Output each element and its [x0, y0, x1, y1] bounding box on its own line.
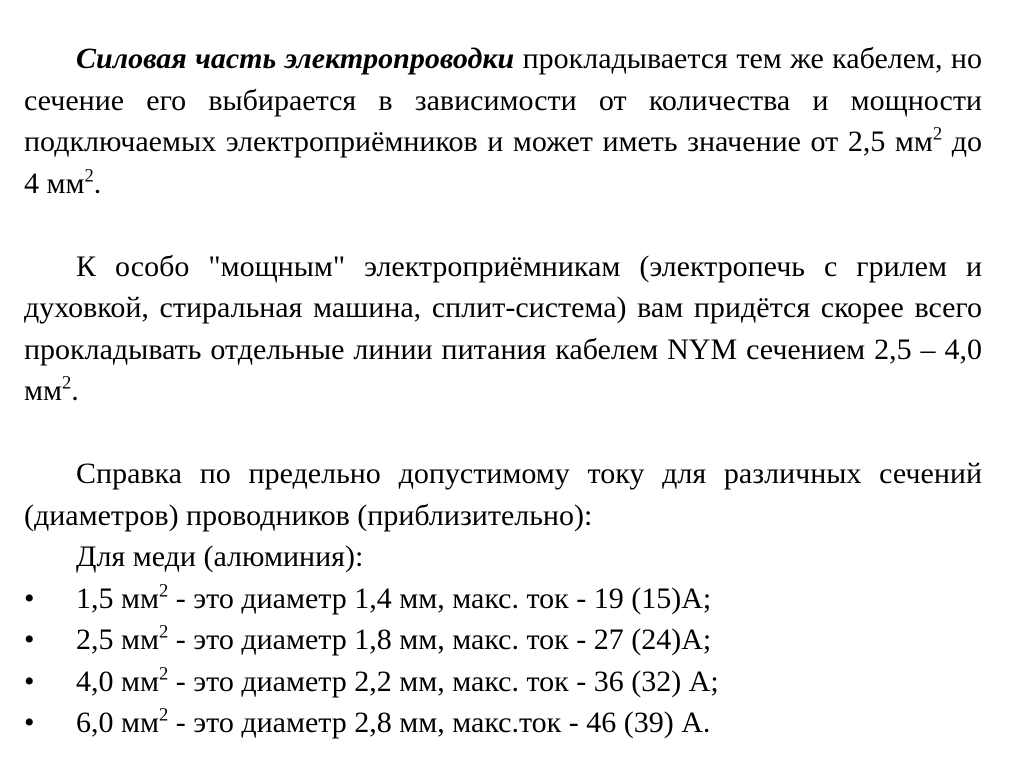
list-item-text: - это диаметр 2,2 мм, макс. ток - 36 (32) А;	[168, 664, 719, 698]
paragraph-text: Справка по предельно допустимому току для различных сечений (диаметров) проводников (приблизительно):	[24, 457, 982, 532]
paragraph-lead: Силовая часть электропроводки	[76, 42, 515, 75]
cable-spec-list	[24, 578, 982, 744]
paragraph-current-reference	[24, 453, 982, 536]
list-item-text: 2,5 мм	[76, 623, 159, 656]
bullet-icon: •	[24, 623, 35, 656]
list-item-text: 1,5 мм	[76, 581, 159, 615]
paragraph-powerful-appliances	[24, 246, 982, 412]
bullet-icon: •	[24, 664, 35, 698]
bullet-icon: •	[24, 581, 35, 615]
list-item-text: 4,0 мм	[76, 664, 159, 698]
list-item	[24, 578, 982, 620]
slide-content	[24, 38, 982, 744]
list-item-text: 6,0 мм	[76, 706, 159, 739]
superscript: 2	[158, 621, 169, 643]
copper-aluminum-label: Для меди (алюминия):	[76, 540, 364, 573]
paragraph-power-wiring	[24, 38, 982, 204]
paragraph-text: до 4 мм	[24, 125, 982, 200]
list-item	[24, 619, 982, 661]
paragraph-text: .	[71, 374, 79, 407]
superscript: 2	[158, 662, 169, 684]
superscript: 2	[84, 164, 94, 186]
list-item	[24, 661, 982, 703]
list-item-text: - это диаметр 1,4 мм, макс. ток - 19 (15)А;	[168, 581, 712, 615]
superscript: 2	[158, 579, 169, 601]
list-item	[24, 702, 982, 744]
superscript: 2	[158, 704, 169, 726]
superscript: 2	[932, 123, 943, 145]
list-item-text: - это диаметр 2,8 мм, макс.ток - 46 (39) А.	[168, 706, 711, 739]
paragraph-text: К особо "мощным" электроприёмникам (электропечь с грилем и духовкой, стиральная машина, сплит-система) вам придётся скорее всего прокладывать отдельные линии питания кабелем NYM сечением 2,5 – 4,0 мм	[24, 249, 982, 407]
paragraph-text: .	[93, 166, 102, 200]
superscript: 2	[61, 372, 72, 394]
bullet-icon: •	[24, 706, 35, 739]
paragraph-text: прокладывается тем же кабелем, но сечение его выбирается в зависимости от количества и мощности подключаемых электроприёмников и может иметь значение от 2,5 мм	[24, 42, 982, 158]
list-item-text: - это диаметр 1,8 мм, макс. ток - 27 (24)А;	[168, 623, 712, 656]
